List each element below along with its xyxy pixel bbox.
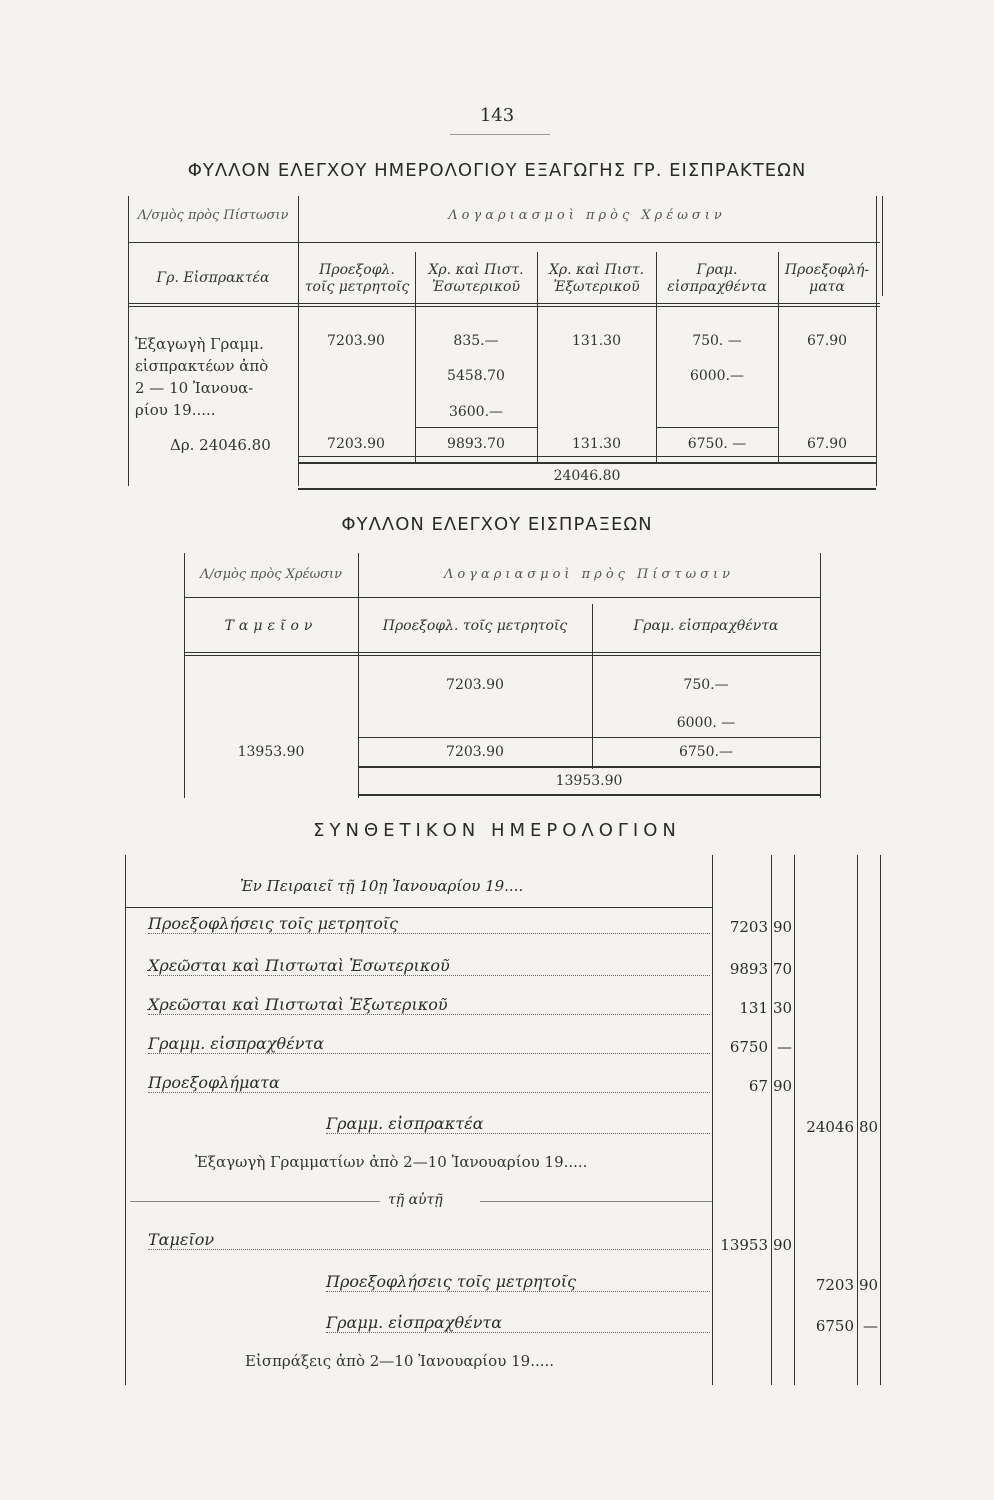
page-number: 143	[479, 105, 515, 126]
journal-credit-row: Γραμμ. εἰσπραχθέντα	[326, 1313, 710, 1333]
journal-debit-drachmas: 7203	[729, 918, 768, 936]
journal-date-line: Ἐν Πειραιεῖ τῇ 10ῃ Ἰανουαρίου 19....	[240, 877, 524, 895]
ledger1-col4-header: Γραμ. εἰσπραχθέντα	[667, 262, 767, 295]
ledger1-c3-value: 131.30	[572, 333, 621, 349]
journal-title: ΣΥΝΘΕΤΙΚΟΝ ΗΜΕΡΟΛΟΓΙΟΝ	[313, 820, 681, 841]
ledger1-c1-value: 7203.90	[327, 333, 385, 349]
journal-credit-row: Προεξοφλήσεις τοῖς μετρητοῖς	[326, 1272, 710, 1292]
ledger1-c2-value: 5458.70	[447, 368, 505, 384]
ledger1-right-group-header: Λογαριασμοὶ πρὸς Χρέωσιν	[448, 208, 726, 223]
ledger2-right-group-header: Λογαριασμοὶ πρὸς Πίστωσιν	[443, 567, 735, 582]
journal-debit-lepta: 90	[773, 918, 793, 936]
journal-credit-lepta: —	[863, 1317, 878, 1335]
ledger1-col2-header: Χρ. καὶ Πιστ. Ἐσωτερικοῦ	[428, 262, 524, 295]
journal-credit-drachmas: 7203	[815, 1276, 854, 1294]
journal-row: Προεξοφλήματα	[148, 1073, 710, 1093]
ledger2-total-c2: 6750.—	[678, 744, 734, 760]
ledger1-c2-value: 835.—	[453, 333, 499, 349]
journal-debit-lepta: —	[777, 1038, 792, 1056]
journal-debit-drachmas: 6750	[729, 1038, 768, 1056]
journal-credit-drachmas: 6750	[815, 1317, 854, 1335]
ledger1-title: ΦΥΛΛΟΝ ΕΛΕΓΧΟΥ ΗΜΕΡΟΛΟΓΙΟΥ ΕΞΑΓΩΓΗΣ ΓΡ. ΕΙΣΠΡΑΚΤΕΩΝ	[187, 160, 807, 181]
journal-credit-row: Γραμμ. εἰσπρακτέα	[326, 1114, 710, 1134]
ledger1-c4-value: 6000.—	[689, 368, 745, 384]
ledger1-grand-total: 24046.80	[553, 468, 621, 484]
ledger2-title: ΦΥΛΛΟΝ ΕΛΕΓΧΟΥ ΕΙΣΠΡΑΞΕΩΝ	[341, 514, 653, 535]
ledger2-left-total: 13953.90	[237, 744, 305, 760]
ledger1-total-c5: 67.90	[806, 436, 848, 452]
journal-explanation: Εἰσπράξεις ἀπὸ 2—10 Ἰανουαρίου 19.....	[245, 1352, 555, 1370]
journal-explanation: Ἐξαγωγὴ Γραμματίων ἀπὸ 2—10 Ἰανουαρίου 19.....	[195, 1153, 588, 1171]
ledger1-c2-value: 3600.—	[448, 404, 504, 420]
journal-debit-drachmas: 9893	[729, 960, 768, 978]
ledger1-col3-header: Χρ. καὶ Πιστ. Ἐξωτερικοῦ	[548, 262, 645, 295]
journal-row: Χρεῶσται καὶ Πιστωταὶ Ἐσωτερικοῦ	[148, 956, 710, 976]
ledger1-col5-header: Προεξοφλή- ματα	[784, 262, 870, 295]
ledger2-c2-value: 6000. —	[676, 715, 736, 731]
ledger1-c5-value: 67.90	[806, 333, 848, 349]
journal-credit-lepta: 90	[859, 1276, 879, 1294]
journal-row: Προεξοφλήσεις τοῖς μετρητοῖς	[148, 914, 710, 934]
ledger1-c4-value: 750. —	[692, 333, 742, 349]
journal-debit-lepta: 90	[773, 1236, 793, 1254]
ledger2-total-c1: 7203.90	[446, 744, 504, 760]
page-number-rule	[450, 134, 550, 135]
journal-debit-drachmas: 67	[748, 1077, 768, 1095]
ledger2-left-group-header: Λ/σμὸς πρὸς Χρέωσιν	[199, 567, 343, 582]
journal-debit-lepta: 30	[773, 999, 793, 1017]
journal-same-day: τῇ αὐτῇ	[388, 1192, 443, 1208]
journal-debit-lepta: 90	[773, 1077, 793, 1095]
ledger1-total-c3: 131.30	[572, 436, 621, 452]
ledger2-c2-value: 750.—	[683, 677, 729, 693]
journal-row: Ταμεῖον	[148, 1230, 710, 1250]
ledger2-col-cash: Ταμεῖον	[224, 618, 318, 634]
ledger2-col2-header: Γραμ. εἰσπραχθέντα	[633, 618, 779, 634]
ledger1-left-group-header: Λ/σμὸς πρὸς Πίστωσιν	[137, 208, 289, 223]
ledger2-c1-value: 7203.90	[446, 677, 504, 693]
journal-debit-lepta: 70	[773, 960, 793, 978]
ledger1-total-c2: 9893.70	[447, 436, 505, 452]
ledger2-grand-total: 13953.90	[555, 773, 623, 789]
ledger1-col1-header: Προεξοφλ. τοῖς μετρητοῖς	[304, 262, 410, 295]
ledger2-col1-header: Προεξοφλ. τοῖς μετρητοῖς	[382, 618, 568, 634]
journal-debit-drachmas: 13953	[720, 1236, 768, 1254]
journal-row: Γραμμ. εἰσπραχθέντα	[148, 1034, 710, 1054]
ledger1-total-c1: 7203.90	[327, 436, 385, 452]
ledger1-total-c4: 6750. —	[687, 436, 747, 452]
journal-row: Χρεῶσται καὶ Πιστωταὶ Ἐξωτερικοῦ	[148, 995, 710, 1015]
ledger1-total-label: Δρ. 24046.80	[170, 436, 271, 454]
journal-credit-drachmas: 24046	[806, 1118, 854, 1136]
journal-credit-lepta: 80	[859, 1118, 879, 1136]
ledger1-entry-description: Ἐξαγωγὴ Γραμμ. εἰσπρακτέων ἀπὸ 2 — 10 Ἰανουα- ρίου 19.....	[135, 335, 269, 419]
journal-debit-drachmas: 131	[739, 999, 768, 1017]
ledger1-col-receivables: Γρ. Εἰσπρακτέα	[156, 270, 270, 286]
